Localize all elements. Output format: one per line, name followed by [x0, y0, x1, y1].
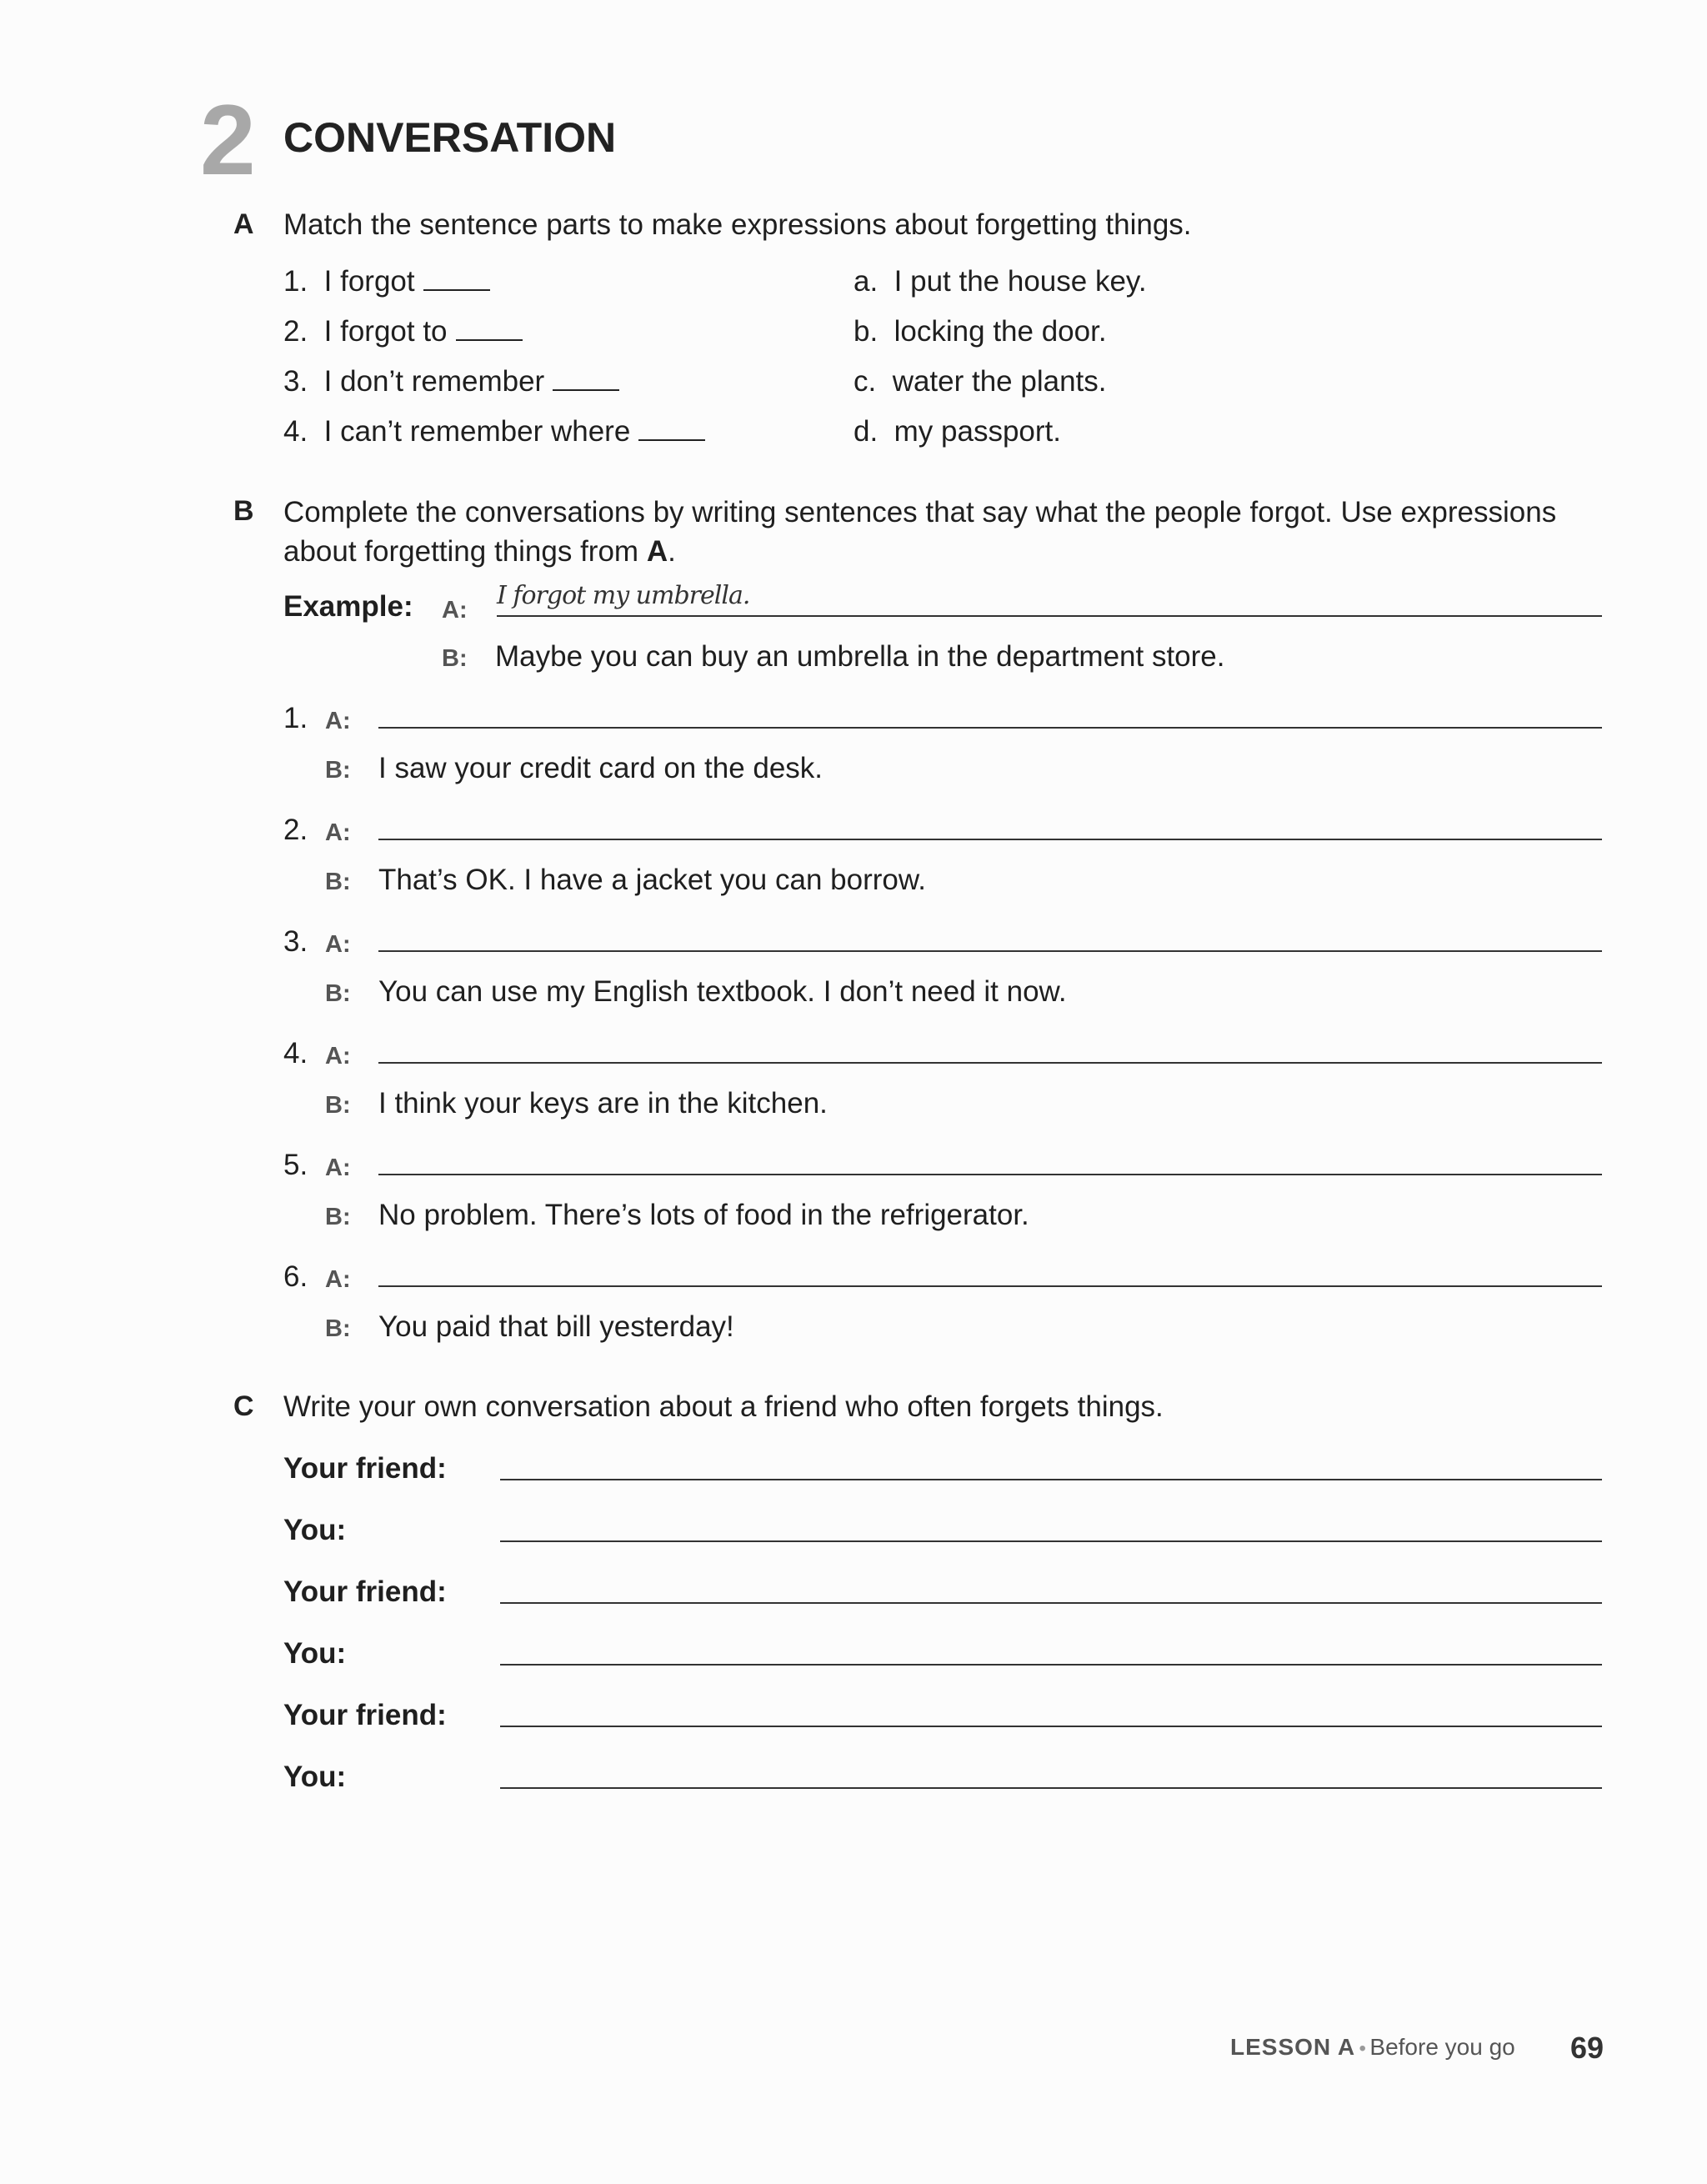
- section-c-instruction: Write your own conversation about a friend who often forgets things.: [283, 1390, 1164, 1423]
- item-number: 3.: [283, 365, 308, 398]
- match-left-item: [283, 412, 705, 451]
- speaker-label: Your friend:: [283, 1575, 447, 1608]
- conversation-number: 1.: [283, 702, 308, 734]
- speaker-label: Your friend:: [283, 1452, 447, 1485]
- separator-dot: •: [1359, 2037, 1366, 2060]
- speaker-a-label: A:: [325, 819, 351, 846]
- section-c-letter: C: [233, 1390, 254, 1422]
- match-left-item: [283, 362, 619, 401]
- example-answer: I forgot my umbrella.: [497, 581, 750, 610]
- speaker-a-label: A:: [325, 708, 351, 734]
- speaker-a-label: A:: [325, 1155, 351, 1181]
- speaker-a-label: A:: [325, 931, 351, 958]
- answer-blank[interactable]: [638, 414, 705, 441]
- speaker-b-text: You can use my English textbook. I don’t need it now.: [378, 975, 1067, 1008]
- page-footer: [1230, 2034, 1515, 2061]
- speaker-label: Your friend:: [283, 1699, 447, 1731]
- answer-line[interactable]: [378, 839, 1602, 840]
- speaker-b-label: B:: [325, 757, 351, 784]
- item-text: I can’t remember where: [323, 415, 631, 448]
- conversation-number: 2.: [283, 814, 308, 846]
- match-right-item: [854, 312, 1107, 351]
- speaker-label: You:: [283, 1637, 347, 1670]
- match-left-item: [283, 312, 523, 351]
- speaker-b-text: I saw your credit card on the desk.: [378, 752, 823, 784]
- speaker-b-text: That’s OK. I have a jacket you can borrow.: [378, 864, 926, 896]
- speaker-b-label: B:: [325, 869, 351, 895]
- item-number: 1.: [283, 265, 308, 298]
- answer-line[interactable]: [378, 1062, 1602, 1064]
- item-number: 2.: [283, 315, 308, 348]
- speaker-b-label: B:: [325, 1204, 351, 1230]
- speaker-label: You:: [283, 1761, 347, 1793]
- item-letter: d.: [854, 415, 879, 448]
- section-a-instruction: Match the sentence parts to make expressions about forgetting things.: [283, 208, 1192, 241]
- section-a-letter: A: [233, 208, 254, 240]
- item-text: water the plants.: [892, 365, 1107, 398]
- speaker-b-label: B:: [325, 1092, 351, 1119]
- speaker-b-text: I think your keys are in the kitchen.: [378, 1087, 828, 1120]
- match-right-item: [854, 362, 1107, 401]
- answer-line[interactable]: [500, 1787, 1602, 1789]
- answer-line[interactable]: [378, 1285, 1602, 1287]
- answer-line[interactable]: [500, 1602, 1602, 1604]
- conversation-number: 5.: [283, 1149, 308, 1181]
- speaker-a-label: A:: [325, 1043, 351, 1069]
- answer-line[interactable]: [500, 1726, 1602, 1727]
- answer-line[interactable]: [497, 615, 1602, 617]
- answer-line[interactable]: [378, 1174, 1602, 1175]
- answer-line[interactable]: [500, 1664, 1602, 1666]
- item-text: I forgot to: [323, 315, 448, 348]
- speaker-a-label: A:: [325, 1266, 351, 1293]
- item-text: I forgot: [323, 265, 415, 298]
- speaker-a-label: A:: [442, 597, 468, 624]
- item-text: my passport.: [894, 415, 1062, 448]
- answer-blank[interactable]: [456, 314, 523, 341]
- conversation-number: 6.: [283, 1260, 308, 1293]
- speaker-b-text: You paid that bill yesterday!: [378, 1310, 734, 1343]
- answer-line[interactable]: [378, 727, 1602, 729]
- match-right-item: [854, 262, 1147, 301]
- lesson-label: LESSON A: [1230, 2034, 1356, 2060]
- match-right-item: [854, 412, 1061, 451]
- speaker-b-label: B:: [442, 645, 468, 672]
- item-text: I put the house key.: [894, 265, 1147, 298]
- conversation-number: 4.: [283, 1037, 308, 1069]
- page-number: 69: [1570, 2031, 1604, 2065]
- conversation-number: 3.: [283, 925, 308, 958]
- example-label: Example:: [283, 590, 413, 623]
- item-number: 4.: [283, 415, 308, 448]
- answer-line[interactable]: [500, 1540, 1602, 1542]
- speaker-b-label: B:: [325, 980, 351, 1007]
- item-text: locking the door.: [894, 315, 1107, 348]
- section-title: CONVERSATION: [283, 114, 617, 161]
- exercise-number: 2: [200, 84, 253, 196]
- item-text: I don’t remember: [323, 365, 545, 398]
- section-b-letter: B: [233, 495, 254, 527]
- item-letter: a.: [854, 265, 879, 298]
- item-letter: c.: [854, 365, 877, 398]
- answer-blank[interactable]: [423, 264, 490, 291]
- answer-line[interactable]: [378, 950, 1602, 952]
- speaker-label: You:: [283, 1514, 347, 1546]
- section-b-instruction-line2: about forgetting things from A.: [283, 535, 676, 568]
- answer-blank[interactable]: [553, 364, 619, 391]
- speaker-b-text: Maybe you can buy an umbrella in the department store.: [495, 640, 1225, 673]
- lesson-subtitle: Before you go: [1369, 2034, 1515, 2060]
- item-letter: b.: [854, 315, 879, 348]
- match-left-item: [283, 262, 490, 301]
- speaker-b-text: No problem. There’s lots of food in the refrigerator.: [378, 1199, 1029, 1231]
- answer-line[interactable]: [500, 1479, 1602, 1480]
- section-b-instruction-line1: Complete the conversations by writing sentences that say what the people forgot. Use expressions: [283, 496, 1557, 528]
- speaker-b-label: B:: [325, 1315, 351, 1342]
